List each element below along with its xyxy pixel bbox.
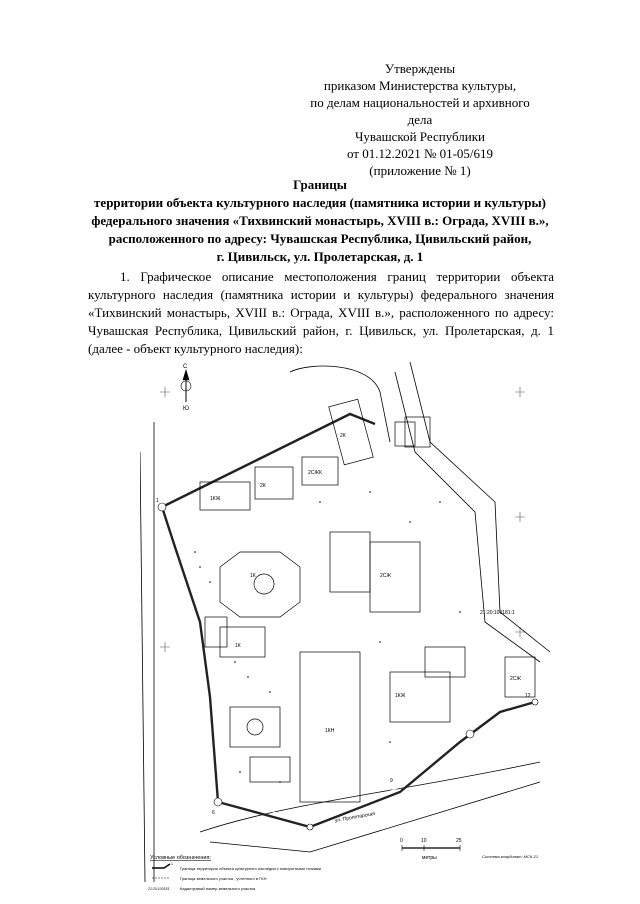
heritage-boundary (162, 414, 535, 827)
para-line: 1. Графическое описание местоположения границ территории объекта (120, 269, 554, 284)
scale-tick: 0 (400, 838, 403, 844)
building-label: 2К (340, 433, 346, 439)
point-label: 9 (390, 778, 393, 784)
document-title (70, 176, 570, 266)
building-label: 2СЖ (510, 676, 522, 682)
para-line: Чувашская Республика, Цивильский район, г. Цивильск, ул. Пролетарская, д. 1 (88, 323, 554, 338)
title-line: федерального значения «Тихвинский монастырь, XVIII в.: Ограда, XVIII в.», (91, 213, 549, 228)
scale-tick: 25 (456, 838, 462, 844)
approval-line: Чувашской Республики (354, 129, 486, 144)
legend-title: Условные обозначения: (150, 855, 211, 861)
scale-bar (400, 838, 462, 861)
title-line: расположенного по адресу: Чувашская Республика, Цивильский район, (108, 231, 532, 246)
approval-line: Утверждены (384, 61, 456, 76)
north-label: С (183, 364, 188, 370)
south-label: Ю (183, 406, 190, 412)
legend-code: 1 (171, 862, 173, 866)
boundary-map (140, 362, 560, 902)
legend-text: Граница земельного участка , учтенного в ГКН (180, 876, 267, 881)
building-label: 1К (250, 573, 256, 579)
building-label: 2СЖ (380, 573, 392, 579)
buildings (200, 399, 535, 802)
para-line: культурного наследия (памятника истории и культуры) федерального значения (88, 287, 554, 302)
building-label: 1КЖ (395, 693, 406, 699)
approval-line: от 01.12.2021 № 01-05/619 (346, 146, 494, 161)
legend-code: 21:20:100181 (148, 887, 170, 891)
parcel-number: 21:20:100181:1 (480, 610, 515, 616)
map-legend (147, 855, 321, 891)
point-label: 6 (212, 810, 215, 816)
para-line: «Тихвинский монастырь, XVIII в.: Ограда, XVIII в.», расположенного по адресу: (88, 305, 554, 320)
building-label: 2СЖК (308, 470, 322, 476)
approval-line: по делам национальностей и архивного дела (310, 95, 530, 127)
title-line: территории объекта культурного наследия (памятника истории и культуры) (94, 195, 546, 210)
point-label: 1 (156, 498, 159, 504)
approval-line: приказом Министерства культуры, (323, 78, 517, 93)
vegetation (194, 491, 461, 783)
grid-crosses (160, 387, 525, 652)
description-paragraph (88, 268, 554, 358)
coord-system: Система координат: МСК-21 (482, 854, 539, 859)
title-line: Границы (293, 177, 347, 192)
title-line: г. Цивильск, ул. Пролетарская, д. 1 (216, 249, 424, 264)
point-label: 12 (525, 693, 531, 699)
scale-unit: метры (422, 855, 437, 861)
map-labels (156, 433, 531, 824)
streets (140, 362, 550, 882)
street-label: ул. Пролетарская (334, 810, 376, 824)
legend-text: Граница территории объекта культурного наследия с поворотными точками (180, 866, 321, 871)
boundary-points (158, 503, 538, 830)
scale-tick: 10 (421, 838, 427, 844)
north-arrow-icon (181, 364, 191, 412)
legend-text: Кадастровый номер земельного участка (180, 886, 256, 891)
para-line: (далее - объект культурного наследия): (88, 341, 303, 356)
building-label: 1КН (325, 728, 335, 734)
building-label: 2К (260, 483, 266, 489)
building-label: 1КЖ (210, 496, 221, 502)
approval-block (300, 60, 540, 179)
approval-line: (приложение № 1) (369, 163, 471, 178)
building-label: 1К (235, 643, 241, 649)
